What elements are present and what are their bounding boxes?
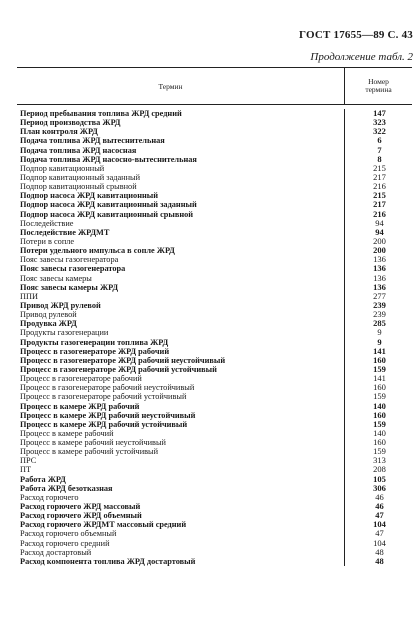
- table-row-number: 322: [373, 126, 386, 137]
- table-row-term: Работа ЖРД безотказная: [20, 483, 113, 493]
- table-row-number: 94: [375, 226, 384, 237]
- table-row-number: 216: [373, 181, 386, 192]
- table-row-number: 46: [375, 491, 384, 502]
- table-row-term: Привод рулевой: [20, 310, 77, 320]
- table-row-term: Процесс в газогенераторе рабочий устойчивый: [20, 392, 187, 402]
- table-row-term: Последействие ЖРДМТ: [20, 227, 110, 237]
- column-header-number: [345, 68, 412, 104]
- table-row-number: 200: [373, 245, 386, 256]
- table-header: [17, 68, 412, 105]
- table-row-number: 160: [373, 437, 386, 448]
- table-row-term: Продукты газогенерации топлива ЖРД: [20, 337, 169, 347]
- table-row-term: Подпор кавитационный срывной: [20, 182, 137, 192]
- table-row-number: 48: [375, 546, 384, 557]
- table-row-number: 136: [373, 254, 386, 265]
- column-header-term: Термин: [17, 68, 345, 104]
- table-row-term: Потери в сопле: [20, 236, 75, 246]
- table-row-number: 47: [375, 528, 384, 539]
- table-row-number: 46: [375, 501, 384, 512]
- table-body: [17, 105, 412, 566]
- table-row-number: 323: [373, 117, 386, 128]
- table-row-number: 140: [373, 400, 386, 411]
- table-row-term: Пояс завесы газогенератора: [20, 264, 126, 274]
- table-row-number: 136: [373, 281, 386, 292]
- table-row-term: Процесс в камере рабочий устойчивый: [20, 447, 159, 457]
- table-row-term: Подпор насоса ЖРД кавитационный: [20, 191, 159, 201]
- table-row-number: 217: [373, 171, 386, 182]
- table-row-number: 9: [377, 327, 382, 338]
- table-row-term: Процесс в камере ЖРД рабочий устойчивый: [20, 419, 188, 429]
- table-row-term: Процесс в газогенераторе ЖРД рабочий неустойчивый: [20, 355, 226, 365]
- table-row-term: Подпор кавитационный: [20, 163, 105, 173]
- table-row-term: Расход компонента топлива ЖРД достартовый: [20, 556, 196, 566]
- table-row-term: Подпор насоса ЖРД кавитационный срывной: [20, 209, 194, 219]
- table-row-number: 285: [373, 318, 386, 329]
- table-row-term: Привод ЖРД рулевой: [20, 300, 101, 310]
- table-row-term: Расход горючего ЖРД объемный: [20, 511, 142, 521]
- table-row-term: Пояс завесы камеры ЖРД: [20, 282, 119, 292]
- table-row-term: Период пребывания топлива ЖРД средний: [20, 109, 182, 118]
- table-row-term: Потери удельного импульса в сопле ЖРД: [20, 246, 175, 256]
- table-row-term: Процесс в камере ЖРД рабочий неустойчивый: [20, 410, 196, 420]
- table-row-number: 48: [375, 555, 384, 566]
- table-row-number: 141: [373, 345, 386, 356]
- table-row-term: Процесс в камере ЖРД рабочий: [20, 401, 140, 411]
- column-header-number-line2: термина: [365, 85, 392, 94]
- table-row-term: Пояс завесы камеры: [20, 273, 92, 283]
- table-row-number: 160: [373, 382, 386, 393]
- column-header-number-line1: Номер: [368, 77, 389, 86]
- table-row-term: ПРС: [20, 456, 37, 466]
- table-row-term: ПТ: [20, 465, 32, 475]
- table-row-number: 216: [373, 208, 386, 219]
- table-row-term: ППИ: [20, 291, 38, 301]
- table-row-number: 7: [377, 144, 382, 155]
- table-row-term: Расход горючего ЖРД массовый: [20, 502, 141, 512]
- table-row-number: 105: [373, 473, 386, 484]
- table-row-number: 215: [373, 190, 386, 201]
- table-row-term: Продувка ЖРД: [20, 319, 77, 329]
- table-row-number: 104: [373, 537, 386, 548]
- table-row-number: 160: [373, 354, 386, 365]
- table-row-term: Процесс в газогенераторе рабочий: [20, 374, 142, 384]
- table-row-term: Процесс в газогенераторе ЖРД рабочий устойчивый: [20, 364, 217, 374]
- table-row-number: 104: [373, 519, 386, 530]
- table-row-number: 140: [373, 427, 386, 438]
- table-row-number: 159: [373, 363, 386, 374]
- table-row-term: Процесс в газогенераторе ЖРД рабочий: [20, 346, 170, 356]
- table-row-term: Работа ЖРД: [20, 474, 66, 484]
- table-row-number: 94: [375, 217, 384, 228]
- table-row-number: 208: [373, 464, 386, 475]
- table-row-number: 141: [373, 373, 386, 384]
- table-row-term: Расход горючего ЖРДМТ массовый средний: [20, 520, 187, 530]
- table-row-number: 239: [373, 309, 386, 320]
- table-row-number: 136: [373, 272, 386, 283]
- table-row-number: 8: [377, 153, 382, 164]
- table-row-term: Подпор кавитационный заданный: [20, 172, 141, 182]
- table-row-number: 239: [373, 299, 386, 310]
- table-row-number: 215: [373, 162, 386, 173]
- table-row-term: Пояс завесы газогенератора: [20, 255, 119, 265]
- table-row-term: Процесс в камере рабочий: [20, 428, 114, 438]
- table-row-term: План контроля ЖРД: [20, 127, 98, 137]
- table-row-number: 159: [373, 391, 386, 402]
- table-row-term: Процесс в камере рабочий неустойчивый: [20, 438, 166, 448]
- table-row-term: Подача топлива ЖРД насосная: [20, 145, 137, 155]
- table-row-term: Продукты газогенерации: [20, 328, 109, 338]
- table-row-number: 47: [375, 510, 384, 521]
- table-row-number: 200: [373, 235, 386, 246]
- table-continuation-caption: Продолжение табл. 2: [310, 51, 413, 63]
- term-column: [17, 109, 345, 566]
- table-row-number: 160: [373, 409, 386, 420]
- table-row-term: Расход горючего объемный: [20, 529, 117, 539]
- table-row-number: 6: [377, 135, 382, 146]
- table-row-term: Расход горючего средний: [20, 538, 110, 548]
- table-row-number: 306: [373, 482, 386, 493]
- table-row-term: Подпор насоса ЖРД кавитационный заданный: [20, 200, 197, 210]
- table-row-number: 217: [373, 199, 386, 210]
- table-row-number: 136: [373, 263, 386, 274]
- table-row-term: Подача топлива ЖРД насосно-вытеснительная: [20, 154, 197, 164]
- table-row-number: 277: [373, 290, 386, 301]
- table-row-term: Расход достартовый: [20, 547, 92, 557]
- table-row-number: 159: [373, 446, 386, 457]
- table-row-term: Последействие: [20, 218, 74, 228]
- table-row-number: 159: [373, 418, 386, 429]
- table-row-number: 147: [373, 108, 386, 118]
- table-row-number: 9: [377, 336, 382, 347]
- terms-table: [17, 67, 412, 566]
- table-row-term: Процесс в газогенераторе рабочий неустойчивый: [20, 383, 195, 393]
- standard-header: ГОСТ 17655—89 С. 43: [299, 29, 413, 41]
- number-column: [345, 109, 412, 566]
- table-row-term: Подача топлива ЖРД вытеснительная: [20, 136, 165, 146]
- table-row-term: Расход горючего: [20, 492, 79, 502]
- table-row-term: Период производства ЖРД: [20, 118, 121, 128]
- table-row-number: 313: [373, 455, 386, 466]
